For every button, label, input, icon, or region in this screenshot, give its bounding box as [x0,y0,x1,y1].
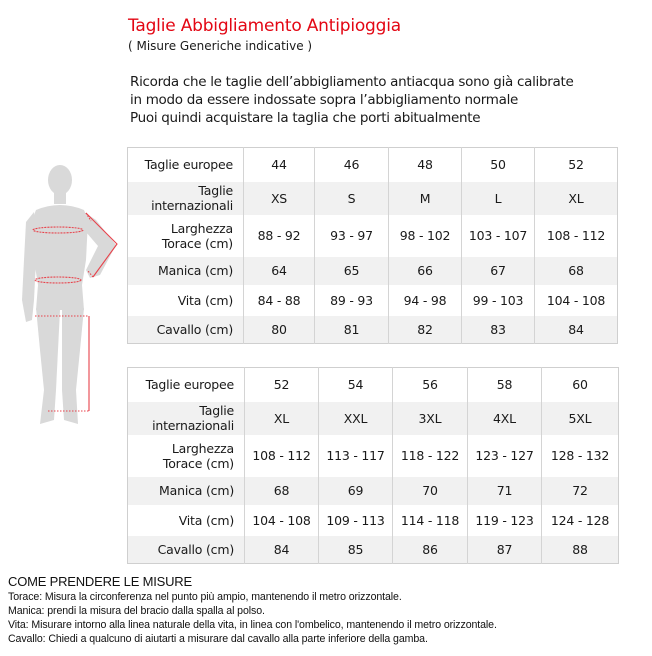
howto-line-chest: Torace: Misura la circonferenza nel punto più ampio, mantenendo il metro orizzontale. [8,591,402,603]
size-table-1 [127,147,618,344]
howto-line-inseam: Cavallo: Chiedi a qualcuno di aiutarti a misurare dal cavallo alla parte inferiore della gamba. [8,633,428,645]
how-to-measure-section [8,574,497,646]
table-cell: 5XL [542,402,619,435]
table-cell: S [315,182,389,215]
row-label: Cavallo (cm) [128,536,245,564]
table-row-eu-sizes [128,148,618,182]
table-cell: 44 [244,148,315,182]
row-label-line: internazionali [152,418,234,433]
table-cell: XL [245,402,319,435]
table-cell: 89 - 93 [315,285,389,316]
table-cell: 84 [245,536,319,564]
table-cell: 56 [393,368,468,402]
page-subtitle: ( Misure Generiche indicative ) [128,39,313,53]
intro-line: Ricorda che le taglie dell’abbigliamento antiacqua sono già calibrate [130,74,574,90]
table-cell: 48 [389,148,462,182]
row-label-line: internazionali [151,198,233,213]
table-cell: 98 - 102 [389,215,462,257]
table-cell: 124 - 128 [542,505,619,536]
row-label [128,435,245,477]
table-cell: 72 [542,477,619,505]
table-cell: 119 - 123 [468,505,542,536]
table-cell: 99 - 103 [462,285,535,316]
table-cell: 103 - 107 [462,215,535,257]
table-cell: 52 [245,368,319,402]
table-cell: 88 [542,536,619,564]
table-cell: 60 [542,368,619,402]
table-cell: 52 [535,148,618,182]
table-cell: 88 - 92 [244,215,315,257]
table-cell: L [462,182,535,215]
row-label: Vita (cm) [128,505,245,536]
table-cell: 3XL [393,402,468,435]
table-cell: 80 [244,316,315,344]
table-row-chest [128,435,619,477]
table-cell: 128 - 132 [542,435,619,477]
row-label [128,402,245,435]
table-cell: 54 [319,368,393,402]
table-cell: 64 [244,257,315,285]
table-cell: 58 [468,368,542,402]
row-label [128,215,244,257]
row-label: Manica (cm) [128,257,244,285]
table-cell: XS [244,182,315,215]
row-label-line: Taglie [198,183,233,198]
row-label-line: Torace (cm) [162,455,234,471]
table-row-waist [128,285,618,316]
table-cell: 83 [462,316,535,344]
table-row-inseam [128,316,618,344]
table-cell: 87 [468,536,542,564]
table-cell: 65 [315,257,389,285]
how-to-measure-heading: COME PRENDERE LE MISURE [8,574,192,589]
table-cell: 113 - 117 [319,435,393,477]
table-cell: M [389,182,462,215]
table-row-sleeve [128,257,618,285]
table-cell: 66 [389,257,462,285]
table-row-chest [128,215,618,257]
table-cell: 81 [315,316,389,344]
row-label: Manica (cm) [128,477,245,505]
table-cell: 109 - 113 [319,505,393,536]
table-row-intl-sizes [128,182,618,215]
table-cell: XL [535,182,618,215]
table-cell: 86 [393,536,468,564]
row-label: Taglie europee [128,148,244,182]
table-row-intl-sizes [128,402,619,435]
table-cell: 50 [462,148,535,182]
table-cell: 68 [245,477,319,505]
row-label-line: Torace (cm) [161,235,233,251]
howto-line-waist: Vita: Misurare intorno alla linea naturale della vita, in linea con l'ombelico, mantenendo il metro orizzontale. [8,619,497,631]
row-label-line: Larghezza [170,220,233,236]
table-cell: XXL [319,402,393,435]
table-cell: 67 [462,257,535,285]
table-cell: 71 [468,477,542,505]
row-label-line: Larghezza [171,440,234,456]
table-cell: 82 [389,316,462,344]
table-cell: 114 - 118 [393,505,468,536]
body-measurement-figure-icon [0,150,130,430]
table-row-sleeve [128,477,619,505]
table-cell: 84 - 88 [244,285,315,316]
table-cell: 93 - 97 [315,215,389,257]
table-cell: 118 - 122 [393,435,468,477]
table-cell: 84 [535,316,618,344]
row-label-line: Taglie [199,403,234,418]
table-cell: 4XL [468,402,542,435]
size-table-2 [127,367,619,564]
intro-text [130,73,573,127]
table-cell: 123 - 127 [468,435,542,477]
table-cell: 69 [319,477,393,505]
table-cell: 108 - 112 [535,215,618,257]
table-row-inseam [128,536,619,564]
table-cell: 104 - 108 [535,285,618,316]
table-row-eu-sizes [128,368,619,402]
table-cell: 70 [393,477,468,505]
page-title: Taglie Abbigliamento Antipioggia [128,16,401,36]
table-cell: 94 - 98 [389,285,462,316]
table-cell: 108 - 112 [245,435,319,477]
howto-line-sleeve: Manica: prendi la misura del bracio dalla spalla al polso. [8,605,265,617]
table-row-waist [128,505,619,536]
table-cell: 85 [319,536,393,564]
intro-line: in modo da essere indossate sopra l’abbigliamento normale [130,92,519,108]
row-label [128,182,244,215]
intro-line: Puoi quindi acquistare la taglia che porti abitualmente [130,110,481,126]
row-label: Vita (cm) [128,285,244,316]
row-label: Cavallo (cm) [128,316,244,344]
table-cell: 46 [315,148,389,182]
table-cell: 68 [535,257,618,285]
row-label: Taglie europee [128,368,245,402]
table-cell: 104 - 108 [245,505,319,536]
